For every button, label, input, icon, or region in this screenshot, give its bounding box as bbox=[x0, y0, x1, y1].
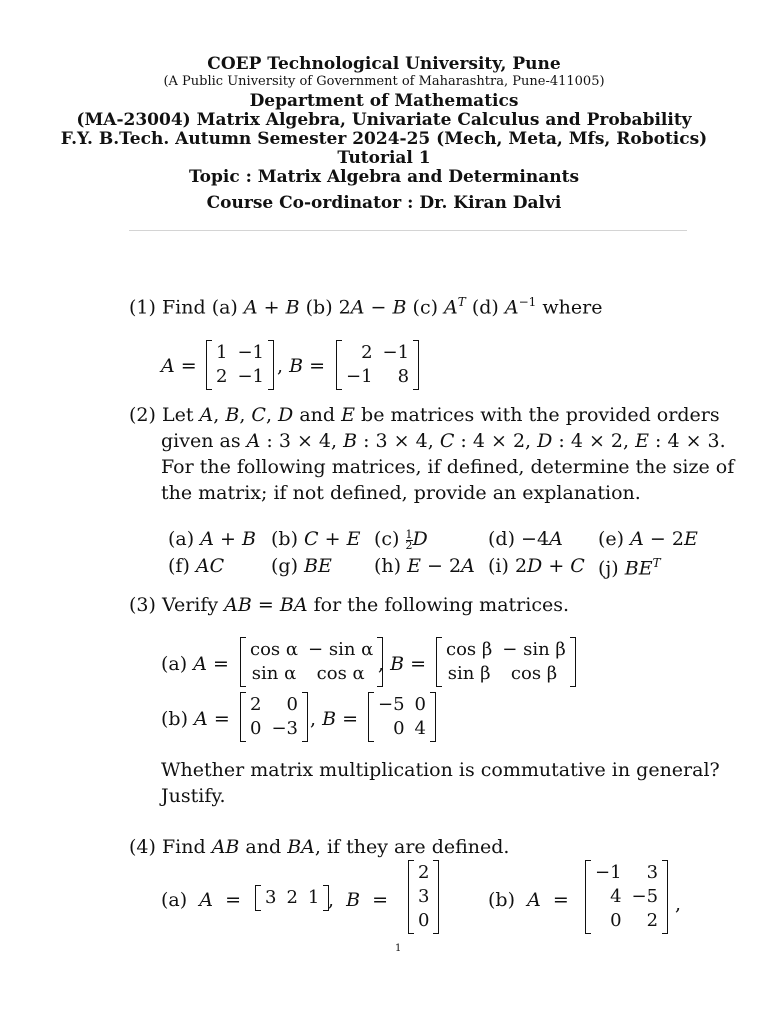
topic-line: Topic : Matrix Algebra and Determinants bbox=[188, 167, 580, 187]
q3b-matrix-a: 2 0 0 −3 bbox=[240, 692, 308, 742]
q4a-label-b: , B = bbox=[328, 889, 389, 911]
q3a-label-b: , B = bbox=[378, 653, 427, 675]
q4b-matrix-a: −1 3 4 −5 0 2 bbox=[585, 860, 668, 934]
q3-part-b-label: (b) A = bbox=[161, 708, 230, 730]
question-3-followup-1: Whether matrix multiplication is commutative in general? bbox=[161, 759, 720, 781]
header-divider bbox=[129, 230, 687, 231]
q2-part-h: (h) E − 2A bbox=[374, 555, 475, 577]
q1-label-a: A = bbox=[161, 355, 197, 377]
q1-matrix-b: 2 −1 −1 8 bbox=[336, 340, 419, 390]
q4a-matrix-b: 2 3 0 bbox=[408, 860, 439, 934]
question-2-line-3: For the following matrices, if defined, determine the size of bbox=[161, 456, 735, 478]
question-2-line-2: given as A : 3 × 4, B : 3 × 4, C : 4 × 2, D : 4 × 2, E : 4 × 3. bbox=[161, 430, 726, 452]
q4-part-a-label: (a) A = bbox=[161, 889, 241, 911]
course-coordinator: Course Co-ordinator : Dr. Kiran Dalvi bbox=[206, 193, 562, 213]
q2-part-a: (a) A + B bbox=[168, 528, 256, 550]
page-number: 1 bbox=[395, 943, 402, 954]
question-3-statement: (3) Verify AB = BA for the following matrices. bbox=[129, 594, 569, 616]
q4a-matrix-a: 3 2 1 bbox=[255, 885, 329, 911]
question-4-statement: (4) Find AB and BA, if they are defined. bbox=[129, 836, 510, 858]
q3-part-a-label: (a) A = bbox=[161, 653, 229, 675]
q1-label-b: , B = bbox=[277, 355, 326, 377]
q1-matrix-a: 1 −1 2 −1 bbox=[206, 340, 274, 390]
q2-part-c: (c) $\frac{1}{2}$ D bbox=[374, 528, 428, 552]
q3a-matrix-b: cos β − sin β sin β cos β bbox=[436, 637, 576, 687]
q3a-matrix-a: cos α − sin α sin α cos α bbox=[240, 637, 383, 687]
q2-part-g: (g) BE bbox=[271, 555, 332, 577]
question-1-statement: (1) Find (a) A + B (b) 2A − B (c) $A^T$ (d) $A^{-1}$ where bbox=[129, 295, 603, 319]
q3b-label-b: , B = bbox=[310, 708, 359, 730]
question-3-followup-2: Justify. bbox=[161, 785, 226, 807]
university-name: COEP Technological University, Pune bbox=[207, 54, 561, 74]
q2-part-j: (j) $BE^T$ bbox=[598, 556, 661, 580]
q3b-matrix-b: −5 0 0 4 bbox=[368, 692, 436, 742]
q4b-trailing-comma: , bbox=[675, 893, 682, 915]
q2-part-f: (f) AC bbox=[168, 555, 225, 577]
q4-part-b-label: (b) A = bbox=[488, 889, 569, 911]
university-subtitle: (A Public University of Government of Maharashtra, Pune-411005) bbox=[163, 74, 605, 89]
q2-part-d: (d) −4A bbox=[488, 528, 563, 550]
course-title: (MA-23004) Matrix Algebra, Univariate Calculus and Probability bbox=[76, 110, 692, 130]
semester-info: F.Y. B.Tech. Autumn Semester 2024-25 (Mech, Meta, Mfs, Robotics) bbox=[60, 129, 708, 149]
q2-part-i: (i) 2D + C bbox=[488, 555, 585, 577]
question-2-line-4: the matrix; if not defined, provide an explanation. bbox=[161, 482, 641, 504]
question-2-line-1: (2) Let A, B, C, D and E be matrices with the provided orders bbox=[129, 404, 720, 426]
q2-part-b: (b) C + E bbox=[271, 528, 361, 550]
q2-part-e: (e) A − 2E bbox=[598, 528, 698, 550]
department-name: Department of Mathematics bbox=[249, 91, 519, 111]
tutorial-title: Tutorial 1 bbox=[337, 148, 431, 168]
